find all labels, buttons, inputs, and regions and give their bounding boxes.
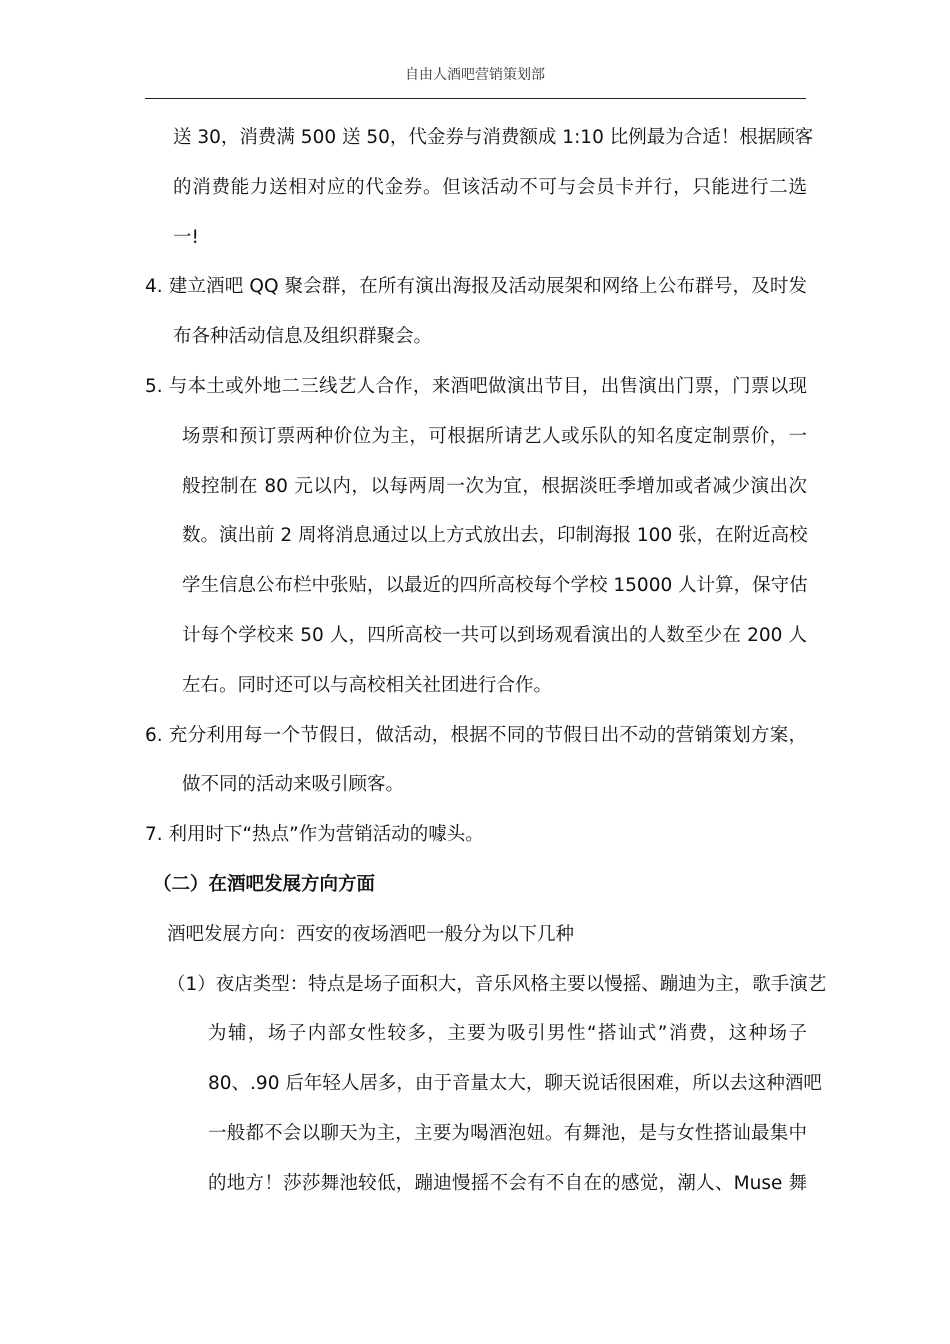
text-line: 送 30，消费满 500 送 50，代金券与消费额成 1:10 比例最为合适！根据顾客 bbox=[173, 127, 814, 148]
list-item-5: 5. 与本土或外地二三线艺人合作，来酒吧做演出节目，出售演出门票，门票以现 bbox=[145, 375, 807, 397]
list-item-7: 7. 利用时下“热点”作为营销活动的噱头。 bbox=[145, 824, 484, 846]
text-line: 酒吧发展方向：西安的夜场酒吧一般分为以下几种 bbox=[167, 923, 575, 945]
text-line: 学生信息公布栏中张贴，以最近的四所高校每个学校 15000 人计算，保守估 bbox=[182, 575, 808, 597]
text-line: 左右。同时还可以与高校相关社团进行合作。 bbox=[182, 674, 553, 696]
text-line: 场票和预订票两种价位为主，可根据所请艺人或乐队的知名度定制票价，一 bbox=[182, 425, 807, 447]
list-item-4: 4. 建立酒吧 QQ 聚会群，在所有演出海报及活动展架和网络上公布群号，及时发 bbox=[145, 276, 807, 298]
text-line: 一般都不会以聊天为主，主要为喝酒泡妞。有舞池，是与女性搭讪最集中 bbox=[208, 1122, 807, 1144]
page-header: 自由人酒吧营销策划部 bbox=[405, 67, 545, 83]
section-heading: （二）在酒吧发展方向方面 bbox=[153, 873, 376, 895]
document-body bbox=[145, 113, 827, 1209]
text-line: 般控制在 80 元以内，以每两周一次为宜，根据淡旺季增加或者减少演出次 bbox=[182, 475, 807, 497]
text-line: 做不同的活动来吸引顾客。 bbox=[182, 774, 405, 796]
text-line: 的地方！莎莎舞池较低，蹦迪慢摇不会有不自在的感觉，潮人、Muse 舞 bbox=[208, 1172, 807, 1194]
text-line: 的消费能力送相对应的代金券。但该活动不可与会员卡并行，只能进行二选 bbox=[173, 176, 807, 198]
list-item-1: （1）夜店类型：特点是场子面积大，音乐风格主要以慢摇、蹦迪为主，歌手演艺 bbox=[167, 973, 827, 995]
text-line: 为辅，场子内部女性较多，主要为吸引男性“搭讪式”消费，这种场子 bbox=[208, 1023, 807, 1045]
header-rule bbox=[145, 98, 806, 99]
text-line: 数。演出前 2 周将消息通过以上方式放出去，印制海报 100 张，在附近高校 bbox=[182, 525, 808, 547]
text-line: 布各种活动信息及组织群聚会。 bbox=[173, 326, 433, 348]
list-item-6: 6. 充分利用每一个节假日，做活动，根据不同的节假日出不动的营销策划方案， bbox=[145, 724, 807, 746]
text-line: 80、.90 后年轻人居多，由于音量太大，聊天说话很困难，所以去这种酒吧 bbox=[208, 1073, 822, 1095]
text-line: 一! bbox=[173, 226, 199, 248]
text-line: 计每个学校来 50 人，四所高校一共可以到场观看演出的人数至少在 200 人 bbox=[182, 624, 807, 646]
